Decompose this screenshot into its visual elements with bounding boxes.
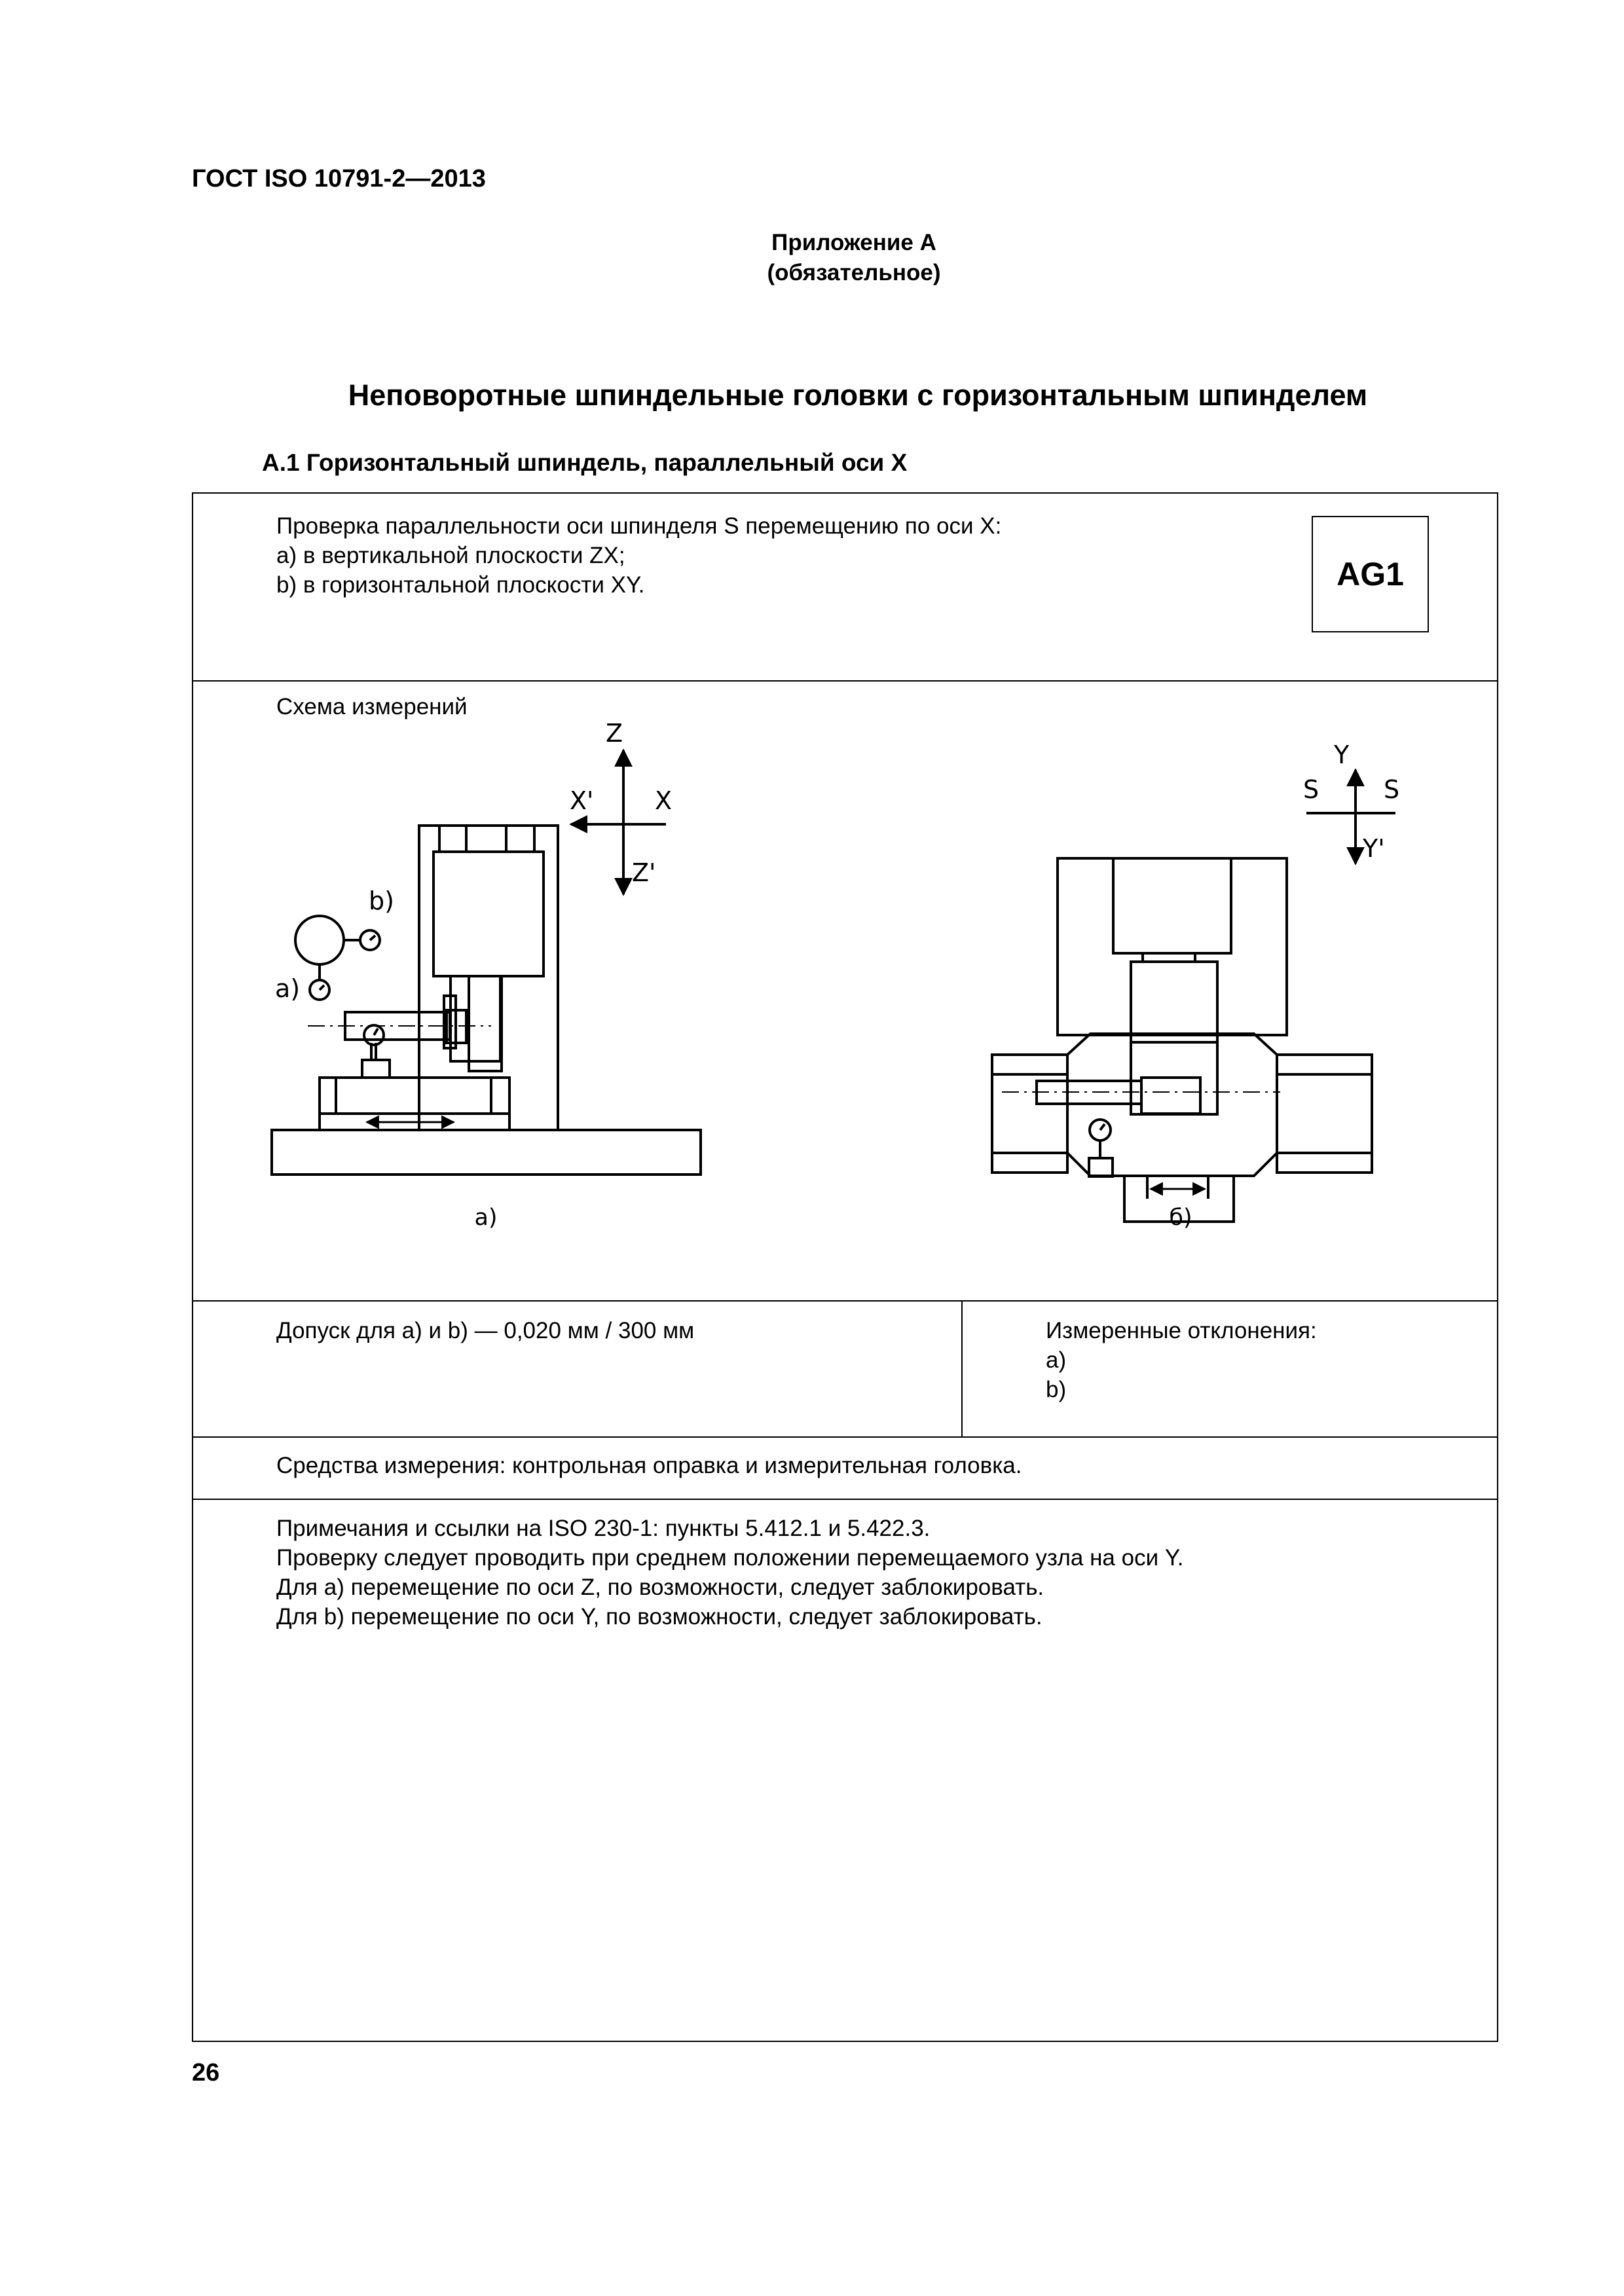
tolerance-text: Допуск для а) и b) — 0,020 мм / 300 мм	[276, 1318, 695, 1343]
check-code-box	[1312, 516, 1429, 632]
spindle-head	[434, 852, 544, 976]
axis-label-s-left: S	[1303, 775, 1320, 804]
measuring-instruments: Средства измерения: контрольная оправка и измерительная головка.	[276, 1453, 1022, 1478]
check-code: AG1	[1337, 556, 1404, 592]
axis-label-y: Y	[1334, 740, 1350, 769]
left-plate	[992, 1055, 1067, 1173]
diagram-label: Схема измерений	[276, 694, 468, 720]
annex-status: (обязательное)	[767, 260, 941, 285]
row-divider	[193, 1436, 1497, 1438]
measurement-diagram	[193, 682, 1497, 1299]
axis-label-s-right: S	[1384, 775, 1400, 804]
indicator-base-top	[1089, 1158, 1113, 1176]
spindle-housing	[451, 976, 500, 1061]
check-line-3: b) в горизонтальной плоскости XY.	[276, 572, 645, 598]
machine-column	[419, 826, 558, 1130]
section-title: А.1 Горизонтальный шпиндель, параллельный оси X	[262, 449, 908, 476]
measured-deviations-title: Измеренные отклонения:	[1046, 1318, 1317, 1343]
measured-deviation-b: b)	[1046, 1377, 1067, 1402]
check-line-1: Проверка параллельности оси шпинделя S перемещению по оси X:	[276, 513, 1002, 539]
test-sheet-table	[192, 492, 1498, 2042]
right-plate	[1277, 1055, 1372, 1173]
indicator-base	[362, 1060, 390, 1078]
axis-label-x: X	[655, 786, 673, 815]
note-line-2: Проверку следует проводить при среднем положении перемещаемого узла на оси Y.	[276, 1545, 1184, 1571]
axis-label-z-neg: Z'	[632, 858, 656, 887]
row-divider	[193, 1300, 1497, 1302]
machine-base	[272, 1130, 701, 1175]
label-b: b)	[369, 886, 394, 915]
check-line-2: a) в вертикальной плоскости ZX;	[276, 543, 625, 568]
annex-title: Приложение А	[771, 230, 936, 255]
head-frame	[1058, 858, 1287, 1035]
caption-b: б)	[1169, 1205, 1192, 1231]
standard-number: ГОСТ ISO 10791-2—2013	[192, 165, 486, 192]
note-line-4: Для b) перемещение по оси Y, по возможности, следует заблокировать.	[276, 1604, 1043, 1630]
label-a: a)	[275, 974, 301, 1003]
row-divider	[193, 1499, 1497, 1500]
caption-a: а)	[474, 1205, 498, 1231]
diagram-right	[992, 770, 1395, 1222]
axis-label-z: Z	[606, 719, 623, 748]
page-number: 26	[192, 2059, 220, 2086]
measured-deviation-a: а)	[1046, 1347, 1067, 1373]
column-divider	[961, 1300, 963, 1436]
axis-label-x-neg: X'	[570, 786, 594, 815]
mandrel-section	[295, 916, 344, 964]
diagram-left	[272, 750, 701, 1175]
note-line-1: Примечания и ссылки на ISO 230-1: пункты 5.412.1 и 5.422.3.	[276, 1516, 931, 1541]
note-line-3: Для а) перемещение по оси Z, по возможности, следует заблокировать.	[276, 1575, 1044, 1600]
axis-label-y-neg: Y'	[1363, 834, 1385, 863]
annex-heading	[0, 228, 1624, 288]
ram	[1131, 962, 1217, 1042]
page-title: Неповоротные шпиндельные головки с горизонтальным шпинделем	[348, 378, 1368, 412]
